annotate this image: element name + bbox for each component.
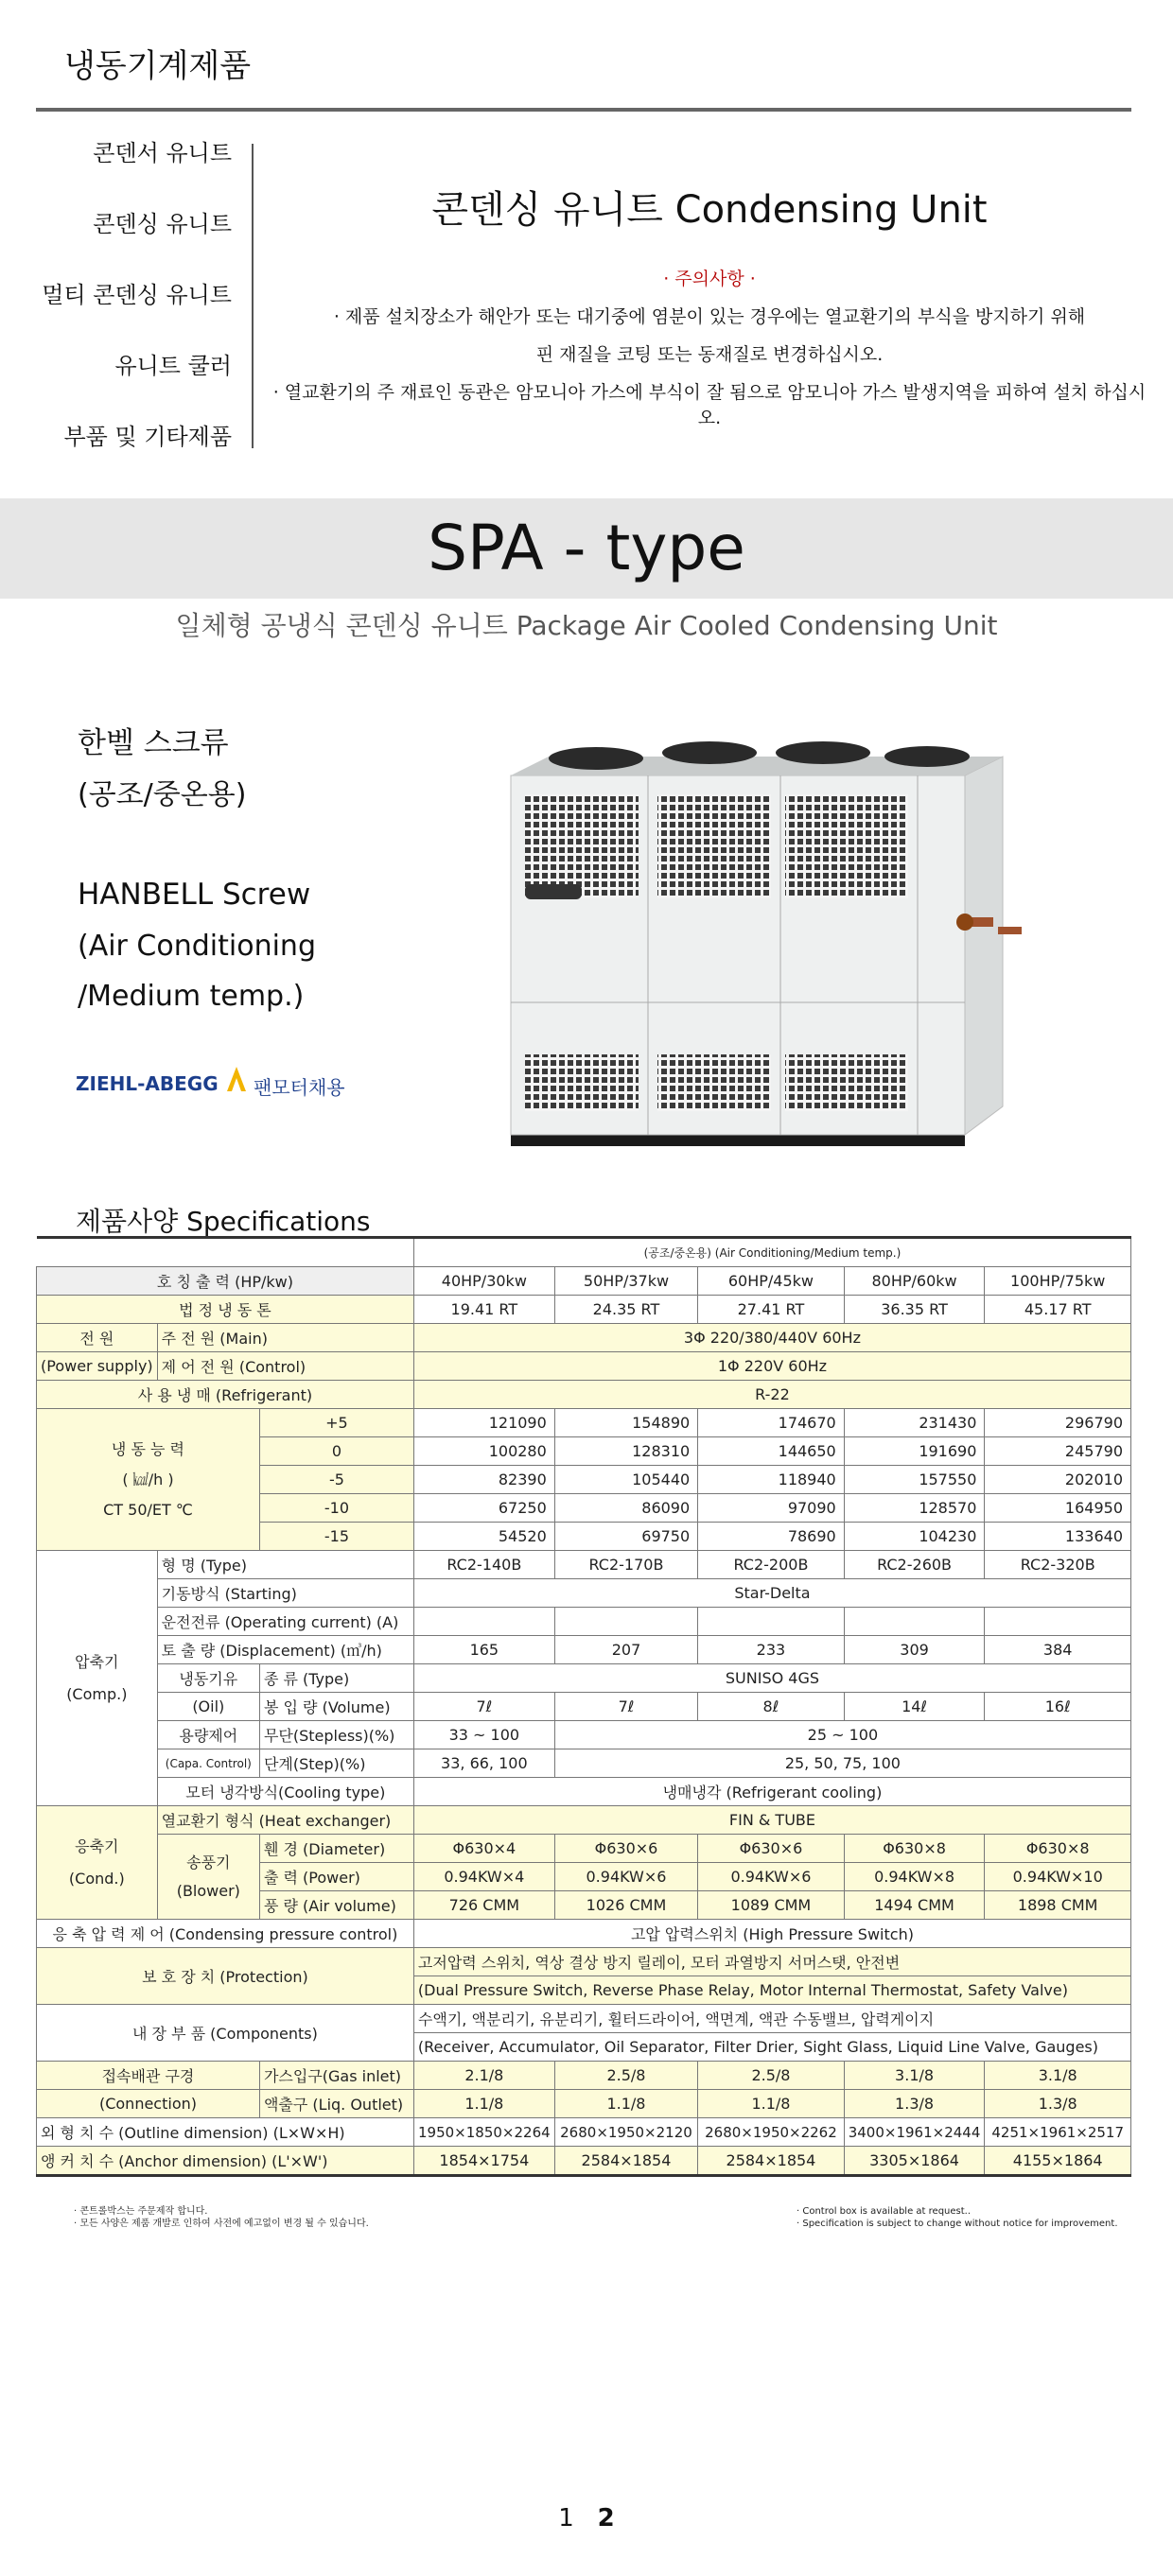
rt-cell: 45.17 RT: [985, 1296, 1131, 1324]
table-row: [37, 2118, 1131, 2147]
capacity-et: -15: [259, 1523, 413, 1551]
model-cell: 80HP/60kw: [844, 1267, 985, 1296]
usage-header: (공조/중온용) (Air Conditioning/Medium temp.): [413, 1238, 1130, 1267]
comp-label: [37, 1551, 158, 1806]
cond-label-1: 응축기: [75, 1836, 119, 1855]
note-kr-2: · 모든 사양은 제품 개발로 인하여 사전에 예고없이 변경 될 수 있습니다.: [74, 2219, 369, 2229]
liq-cell: 1.3/8: [985, 2090, 1131, 2118]
hex-label: 열교환기 형식 (Heat exchanger): [157, 1806, 413, 1835]
model-cell: 50HP/37kw: [554, 1267, 697, 1296]
starting-value: Star-Delta: [413, 1579, 1130, 1608]
cond-label-2: (Cond.): [68, 1869, 125, 1888]
blower-label-2: (Blower): [176, 1881, 240, 1900]
anchor-cell: 3305×1864: [844, 2147, 985, 2176]
table-row: [37, 1324, 1131, 1352]
capacity-label-1: 냉 동 능 력: [111, 1439, 185, 1458]
page-number-right: 2: [597, 2504, 615, 2532]
fan-logo-icon: [223, 1063, 250, 1097]
capacity-cell: 128310: [554, 1437, 697, 1466]
displacement-cell: 309: [844, 1636, 985, 1664]
stepless-first: 33 ~ 100: [413, 1721, 554, 1749]
oil-label-1: 냉동기유: [157, 1664, 259, 1693]
displacement-cell: 207: [554, 1636, 697, 1664]
table-row: [37, 2005, 1131, 2033]
components-label: 내 장 부 품 (Components): [37, 2005, 414, 2062]
note-en: [797, 2205, 1118, 2230]
fan-motor-note: 팬모터채용: [254, 1076, 345, 1099]
capacity-cell: 144650: [698, 1437, 845, 1466]
note-kr: [74, 2205, 369, 2230]
capacity-et: +5: [259, 1409, 413, 1437]
note-en-2: · Specification is subject to change without notice for improvement.: [797, 2219, 1118, 2229]
table-row: [37, 2062, 1131, 2090]
capacity-cell: 121090: [413, 1409, 554, 1437]
capacity-cell: 67250: [413, 1494, 554, 1523]
stepless-rest: 25 ~ 100: [554, 1721, 1130, 1749]
capacity-cell: 157550: [844, 1466, 985, 1494]
table-row: [37, 1778, 1131, 1806]
blower-power-cell: 0.94KW×6: [698, 1863, 845, 1891]
air-label: 풍 량 (Air volume): [259, 1891, 413, 1920]
anchor-cell: 2584×1854: [698, 2147, 845, 2176]
stepless-label: 무단(Stepless)(%): [259, 1721, 413, 1749]
model-cell: 40HP/30kw: [413, 1267, 554, 1296]
power-label-2: (Power supply): [37, 1352, 158, 1381]
diameter-cell: Φ630×6: [554, 1835, 697, 1863]
table-row: [37, 1579, 1131, 1608]
sidebar-item-multi-condensing-unit[interactable]: 멀티 콘덴싱 유니트: [42, 282, 232, 308]
capacity-cell: 100280: [413, 1437, 554, 1466]
table-row: [37, 2090, 1131, 2118]
note-kr-1: · 콘트롤박스는 주문제작 합니다.: [74, 2206, 208, 2217]
blower-power-cell: 0.94KW×4: [413, 1863, 554, 1891]
table-row: [37, 1551, 1131, 1579]
hex-value: FIN & TUBE: [413, 1806, 1130, 1835]
rt-cell: 24.35 RT: [554, 1296, 697, 1324]
power-label-1: 전 원: [37, 1324, 158, 1352]
sidebar-nav: [28, 132, 232, 487]
main-power-label: 주 전 원 (Main): [157, 1324, 413, 1352]
cooling-label: 모터 냉각방식(Cooling type): [157, 1778, 413, 1806]
capacity-et: -5: [259, 1466, 413, 1494]
liq-cell: 1.1/8: [698, 2090, 845, 2118]
caution-line-2: 핀 재질을 코팅 또는 동재질로 변경하십시오.: [535, 344, 884, 365]
capacity-et: -10: [259, 1494, 413, 1523]
table-row: [37, 1381, 1131, 1409]
caution-line-1: · 제품 설치장소가 해안가 또는 대기중에 염분이 있는 경우에는 열교환기의 부식을 방지하기 위해: [333, 306, 1086, 327]
control-power-value: 1Φ 220V 60Hz: [413, 1352, 1130, 1381]
note-en-1: · Control box is available at request..: [797, 2206, 972, 2217]
capa-label-1: 용량제어: [157, 1721, 259, 1749]
capacity-cell: 78690: [698, 1523, 845, 1551]
capa-label-2: (Capa. Control): [157, 1749, 259, 1778]
page-numbers: [0, 2504, 1173, 2532]
oil-volume-cell: 7ℓ: [554, 1693, 697, 1721]
capacity-cell: 191690: [844, 1437, 985, 1466]
table-row: [37, 1806, 1131, 1835]
spec-title: 제품사양 Specifications: [76, 1206, 371, 1237]
table-row: [37, 1608, 1131, 1636]
table-row: [37, 2147, 1131, 2176]
product-name-kr: 한벨 스크류: [78, 726, 229, 760]
caution-line-3: · 열교환기의 주 재료인 동관은 암모니아 가스에 부식이 잘 됨으로 암모니아 가스 발생지역을 피하여 설치 하십시오.: [272, 382, 1147, 428]
oil-label-2: (Oil): [157, 1693, 259, 1721]
diameter-cell: Φ630×8: [844, 1835, 985, 1863]
gas-cell: 2.5/8: [698, 2062, 845, 2090]
air-cell: 726 CMM: [413, 1891, 554, 1920]
anchor-cell: 2584×1854: [554, 2147, 697, 2176]
capacity-cell: 54520: [413, 1523, 554, 1551]
pressure-value: 고압 압력스위치 (High Pressure Switch): [413, 1920, 1130, 1948]
product-use-kr: (공조/중온용): [78, 778, 247, 811]
comp-type-cell: RC2-200B: [698, 1551, 845, 1579]
anchor-cell: 4155×1864: [985, 2147, 1131, 2176]
product-name-en: HANBELL Screw: [78, 878, 311, 912]
table-row: [37, 1238, 1131, 1267]
diameter-cell: Φ630×4: [413, 1835, 554, 1863]
comp-label-2: (Comp.): [66, 1684, 128, 1703]
sidebar-item-unit-cooler[interactable]: 유니트 쿨러: [114, 353, 232, 379]
rt-cell: 19.41 RT: [413, 1296, 554, 1324]
comp-type-label: 형 명 (Type): [157, 1551, 413, 1579]
comp-label-1: 압축기: [75, 1652, 119, 1671]
capacity-cell: 128570: [844, 1494, 985, 1523]
air-cell: 1026 CMM: [554, 1891, 697, 1920]
capacity-cell: 104230: [844, 1523, 985, 1551]
components-kr: 수액기, 액분리기, 유분리기, 휠터드라이어, 액면계, 액관 수동밸브, 압력게이지: [413, 2005, 1130, 2033]
capacity-cell: 97090: [698, 1494, 845, 1523]
liq-cell: 1.1/8: [413, 2090, 554, 2118]
main-power-value: 3Φ 220/380/440V 60Hz: [413, 1324, 1130, 1352]
spec-table: [36, 1236, 1131, 2177]
table-row: [37, 1920, 1131, 1948]
outline-cell: 1950×1850×2264: [413, 2118, 554, 2147]
page-number-left: 1: [558, 2504, 574, 2532]
product-subtitle: 일체형 공냉식 콘덴싱 유니트 Package Air Cooled Condensing Unit: [175, 610, 998, 641]
diameter-label: 휀 경 (Diameter): [259, 1835, 413, 1863]
table-row: [37, 1835, 1131, 1863]
model-cell: 60HP/45kw: [698, 1267, 845, 1296]
air-cell: 1089 CMM: [698, 1891, 845, 1920]
capacity-cell: 202010: [985, 1466, 1131, 1494]
diameter-cell: Φ630×8: [985, 1835, 1131, 1863]
product-use-en-1: (Air Conditioning: [78, 930, 316, 963]
condensing-unit-image: [473, 719, 1041, 1163]
table-row: [37, 1636, 1131, 1664]
refrigerant-value: R-22: [413, 1381, 1130, 1409]
header-divider: [36, 108, 1131, 112]
blower-power-label: 출 력 (Power): [259, 1863, 413, 1891]
table-row: [37, 1948, 1131, 1976]
capacity-et: 0: [259, 1437, 413, 1466]
air-cell: 1494 CMM: [844, 1891, 985, 1920]
step-rest: 25, 50, 75, 100: [554, 1749, 1130, 1778]
model-cell: 100HP/75kw: [985, 1267, 1131, 1296]
table-row: [37, 1352, 1131, 1381]
rt-label: 법 정 냉 동 톤: [37, 1296, 414, 1324]
outline-cell: 2680×1950×2262: [698, 2118, 845, 2147]
table-row: [37, 1409, 1131, 1437]
blower-power-cell: 0.94KW×10: [985, 1863, 1131, 1891]
displacement-cell: 384: [985, 1636, 1131, 1664]
gas-label: 가스입구(Gas inlet): [259, 2062, 413, 2090]
oil-volume-cell: 14ℓ: [844, 1693, 985, 1721]
displacement-cell: 233: [698, 1636, 845, 1664]
section-title: 콘덴싱 유니트 Condensing Unit: [431, 188, 988, 232]
blower-label: [157, 1835, 259, 1920]
oil-volume-cell: 16ℓ: [985, 1693, 1131, 1721]
refrigerant-label: 사 용 냉 매 (Refrigerant): [37, 1381, 414, 1409]
table-row: [37, 1749, 1131, 1778]
displacement-label: 토 출 량 (Displacement) (㎥/h): [157, 1636, 413, 1664]
sidebar-divider: [252, 144, 254, 448]
capacity-cell: 296790: [985, 1409, 1131, 1437]
anchor-cell: 1854×1754: [413, 2147, 554, 2176]
capacity-cell: 245790: [985, 1437, 1131, 1466]
capacity-label-3: CT 50/ET ℃: [103, 1500, 193, 1519]
oil-type-value: SUNISO 4GS: [413, 1664, 1130, 1693]
sidebar-item-parts[interactable]: 부품 및 기타제품: [63, 424, 232, 450]
comp-type-cell: RC2-140B: [413, 1551, 554, 1579]
protection-label: 보 호 장 치 (Protection): [37, 1948, 414, 2005]
starting-label: 기동방식 (Starting): [157, 1579, 413, 1608]
capacity-cell: 82390: [413, 1466, 554, 1494]
pressure-label: 응 축 압 력 제 어 (Condensing pressure control): [37, 1920, 414, 1948]
control-power-label: 제 어 전 원 (Control): [157, 1352, 413, 1381]
table-row: [37, 1693, 1131, 1721]
product-use-en-2: /Medium temp.): [78, 980, 305, 1013]
conn-label-1: 접속배관 구경: [37, 2062, 260, 2090]
gas-cell: 2.1/8: [413, 2062, 554, 2090]
oil-volume-cell: 7ℓ: [413, 1693, 554, 1721]
sidebar-item-condensing-unit[interactable]: 콘덴싱 유니트: [93, 211, 232, 237]
table-row: [37, 1296, 1131, 1324]
cond-label: [37, 1806, 158, 1920]
capacity-cell: 174670: [698, 1409, 845, 1437]
displacement-cell: 165: [413, 1636, 554, 1664]
ziehl-abegg-logo: ZIEHL-ABEGG: [76, 1072, 219, 1095]
conn-label-2: (Connection): [37, 2090, 260, 2118]
capacity-label: [37, 1409, 260, 1551]
rt-cell: 27.41 RT: [698, 1296, 845, 1324]
comp-type-cell: RC2-320B: [985, 1551, 1131, 1579]
outline-cell: 4251×1961×2517: [985, 2118, 1131, 2147]
type-title: SPA - type: [428, 512, 745, 584]
step-first: 33, 66, 100: [413, 1749, 554, 1778]
capacity-cell: 69750: [554, 1523, 697, 1551]
capacity-cell: 105440: [554, 1466, 697, 1494]
gas-cell: 3.1/8: [985, 2062, 1131, 2090]
page-header-title: 냉동기계제품: [64, 47, 252, 85]
liq-cell: 1.3/8: [844, 2090, 985, 2118]
table-row: [37, 1721, 1131, 1749]
outline-cell: 3400×1961×2444: [844, 2118, 985, 2147]
table-row: [37, 1664, 1131, 1693]
oil-type-label: 종 류 (Type): [259, 1664, 413, 1693]
gas-cell: 3.1/8: [844, 2062, 985, 2090]
comp-type-cell: RC2-170B: [554, 1551, 697, 1579]
capacity-cell: 154890: [554, 1409, 697, 1437]
liq-label: 액출구 (Liq. Outlet): [259, 2090, 413, 2118]
capacity-cell: 164950: [985, 1494, 1131, 1523]
blower-power-cell: 0.94KW×8: [844, 1863, 985, 1891]
sidebar-item-condenser-unit[interactable]: 콘덴서 유니트: [93, 140, 232, 166]
table-row: [37, 1267, 1131, 1296]
model-label: 호 칭 출 력 (HP/kw): [37, 1267, 414, 1296]
anchor-label: 앵 커 치 수 (Anchor dimension) (L'×W'): [37, 2147, 414, 2176]
air-cell: 1898 CMM: [985, 1891, 1131, 1920]
capacity-label-2: ( ㎉/h ): [122, 1470, 174, 1488]
oil-volume-label: 봉 입 량 (Volume): [259, 1693, 413, 1721]
capacity-cell: 118940: [698, 1466, 845, 1494]
gas-cell: 2.5/8: [554, 2062, 697, 2090]
comp-type-cell: RC2-260B: [844, 1551, 985, 1579]
capacity-cell: 86090: [554, 1494, 697, 1523]
capacity-cell: 133640: [985, 1523, 1131, 1551]
diameter-cell: Φ630×6: [698, 1835, 845, 1863]
protection-en: (Dual Pressure Switch, Reverse Phase Relay, Motor Internal Thermostat, Safety Valve): [413, 1976, 1130, 2005]
caution-title: · 주의사항 ·: [663, 269, 756, 289]
operating-label: 운전전류 (Operating current) (A): [157, 1608, 413, 1636]
oil-volume-cell: 8ℓ: [698, 1693, 845, 1721]
protection-kr: 고저압력 스위치, 역상 결상 방지 릴레이, 모터 과열방지 서머스탯, 안전변: [413, 1948, 1130, 1976]
components-en: (Receiver, Accumulator, Oil Separator, Filter Drier, Sight Glass, Liquid Line Valve, Gauges): [413, 2033, 1130, 2062]
blower-power-cell: 0.94KW×6: [554, 1863, 697, 1891]
step-label: 단계(Step)(%): [259, 1749, 413, 1778]
outline-cell: 2680×1950×2120: [554, 2118, 697, 2147]
outline-label: 외 형 치 수 (Outline dimension) (L×W×H): [37, 2118, 414, 2147]
rt-cell: 36.35 RT: [844, 1296, 985, 1324]
blower-label-1: 송풍기: [186, 1853, 231, 1871]
capacity-cell: 231430: [844, 1409, 985, 1437]
cooling-value: 냉매냉각 (Refrigerant cooling): [413, 1778, 1130, 1806]
liq-cell: 1.1/8: [554, 2090, 697, 2118]
